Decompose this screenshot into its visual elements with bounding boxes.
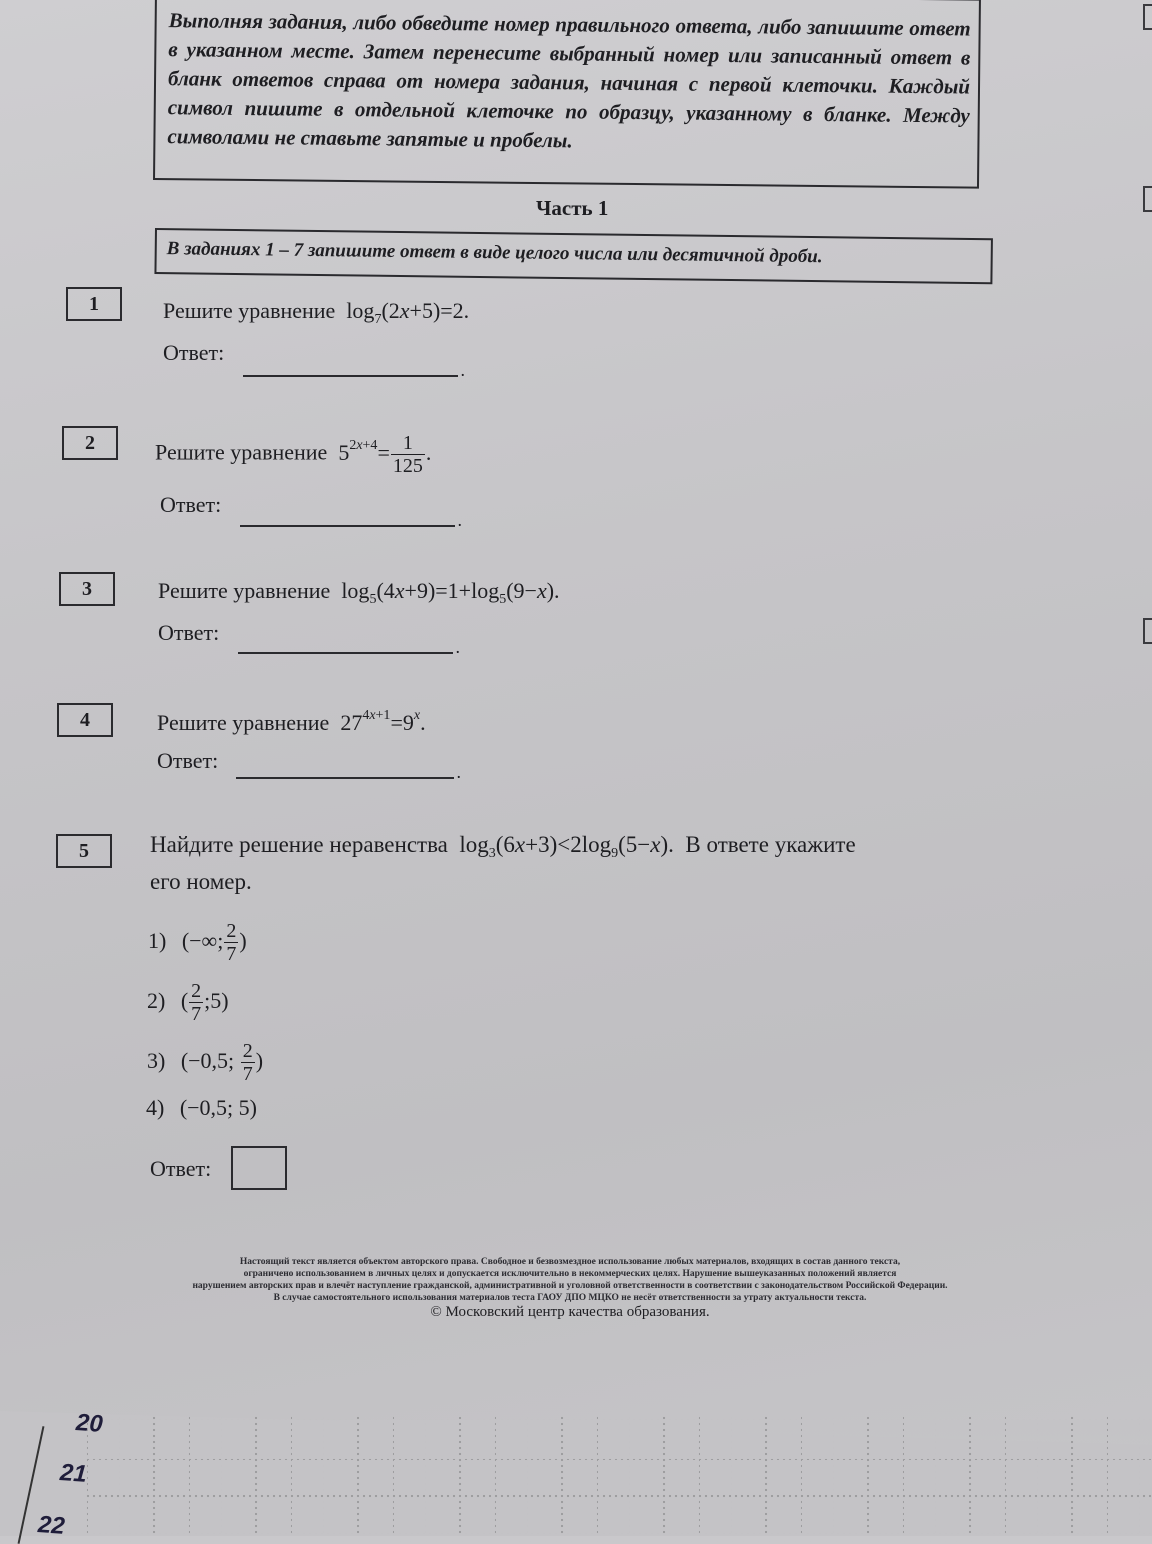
task-4-prompt: Решите уравнение: [157, 710, 330, 735]
answer-sheet-edge-mark: [1143, 4, 1152, 30]
task-5-option-1[interactable]: 1) (−∞; $\frac{2}{7}$ ): [148, 920, 247, 965]
task-3-answer-field[interactable]: [238, 630, 453, 654]
task-5-answer-box[interactable]: [231, 1146, 287, 1190]
task-2-equation: $5^{2x+4}=$ $\frac{1}{125}$ .: [332, 432, 432, 477]
task-3-statement: [158, 578, 560, 608]
task-5-answer-label: Ответ:: [150, 1156, 212, 1181]
instructions-text: Выполняя задания, либо обведите номер правильного ответа, либо запишите ответ в указанном месте. Затем перенесите выбранный номер или записанный ответ в бланк ответов справа от номера задания, начиная с первой клеточки. Каждый символ пишите в отдельной клеточке по образцу, указанному в бланке. Между символами не ставьте запятые и пробелы.: [167, 8, 971, 153]
task-1-equation: $\log_7(2x+5)=2$.: [340, 298, 470, 327]
task-1-statement: [163, 298, 469, 328]
answer-row-number-21: 21: [59, 1459, 88, 1488]
option-2-value: ( $\frac{2}{7}$ ;5): [180, 980, 229, 1025]
task-5-option-3[interactable]: 3) (−0,5; $\frac{2}{7}$ ): [147, 1040, 264, 1085]
copyright-notice: © Московский центр качества образования.: [430, 1304, 710, 1320]
answer-sheet-cells: [85, 1415, 1152, 1536]
task-1-prompt: Решите уравнение: [163, 298, 336, 323]
copyright-footer: [150, 1256, 990, 1318]
answer-sheet-edge-mark: [1143, 618, 1152, 644]
task-3-prompt: Решите уравнение: [158, 578, 331, 603]
answer-sheet-edge-mark: [1143, 186, 1152, 212]
task-number-5: 5: [56, 834, 112, 868]
task-3-answer-label: Ответ:: [158, 620, 220, 645]
footer-line-1: Настоящий текст является объектом авторского права. Свободное и безвозмездное использование любых материалов, входящих в состав данного текста,: [239, 1257, 901, 1267]
task-4-statement: [157, 708, 426, 736]
task-2-answer-label: Ответ:: [160, 492, 222, 517]
task-number-1: 1: [66, 287, 122, 321]
task-2-answer-field[interactable]: [240, 503, 455, 527]
option-3-value: (−0,5; $\frac{2}{7}$ ): [180, 1040, 264, 1085]
task-2-prompt: Решите уравнение: [155, 439, 328, 465]
task-4-equation: $27^{4x+1}=9^x$.: [334, 708, 426, 735]
task-5-suffix-line2: его номер.: [150, 869, 252, 894]
part-title: Часть 1: [536, 196, 609, 220]
task-5-option-4[interactable]: 4) (−0,5; 5): [146, 1095, 257, 1120]
task-5-prompt: Найдите решение неравенства: [150, 832, 448, 857]
footer-line-3: нарушением авторских прав и влечёт наступление гражданской, административной и уголовной ответственности в соответствии с законодательством Российской Федерации.: [192, 1281, 948, 1291]
task-number-4: 4: [57, 703, 113, 737]
task-4-answer-label: Ответ:: [157, 748, 219, 773]
part-instruction-box: [154, 228, 992, 284]
task-5-suffix: В ответе укажите: [685, 832, 856, 857]
task-1-answer-label: Ответ:: [163, 340, 225, 365]
task-3-equation: $\log_5(4x+9)=1+\log_5(9-x)$.: [335, 578, 560, 607]
part-instruction-text: В заданиях 1 – 7 запишите ответ в виде целого числа или десятичной дроби.: [166, 238, 823, 268]
task-2-statement: [155, 432, 431, 477]
task-5-option-2[interactable]: 2) ( $\frac{2}{7}$ ;5): [147, 980, 229, 1025]
task-number-3: 3: [59, 572, 115, 606]
footer-line-4: В случае самостоятельного использования материалов теста ГАОУ ДПО МЦКО не несёт ответственности за утрату актуальности текста.: [273, 1293, 867, 1303]
answer-row-number-22: 22: [37, 1511, 66, 1540]
option-4-value: (−0,5; 5): [179, 1095, 257, 1120]
task-number-2: 2: [62, 426, 118, 460]
answer-row-number-20: 20: [75, 1409, 104, 1438]
task-4-answer-field[interactable]: [236, 755, 454, 779]
instructions-box: [153, 0, 981, 189]
task-1-answer-field[interactable]: [243, 353, 458, 377]
task-5-statement: [150, 832, 856, 862]
option-1-value: (−∞; $\frac{2}{7}$ ): [181, 920, 247, 965]
footer-line-2: ограничено использованием в личных целях и допускается исключительно в некоммерческих целях. Нарушение вышеуказанных положений является: [243, 1269, 897, 1279]
task-5-inequality: $\log_3(6x+3)<2\log_9(5-x)$.: [453, 832, 680, 861]
